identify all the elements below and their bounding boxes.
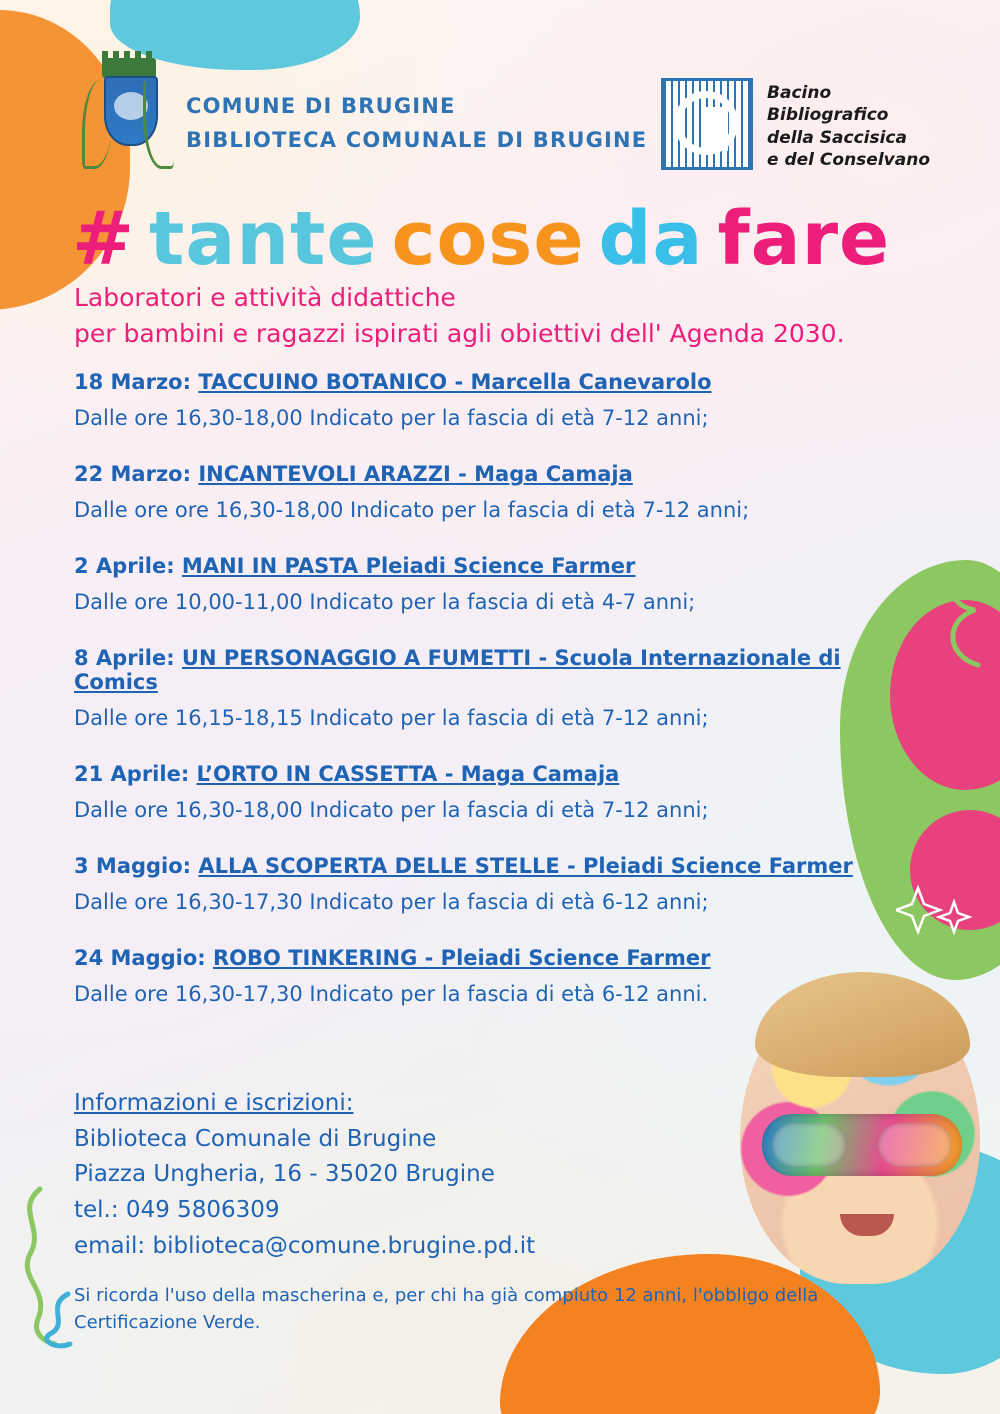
- subtitle-line-2: per bambini e ragazzi ispirati agli obiettivi dell' Agenda 2030.: [74, 318, 845, 348]
- contact-address: Piazza Ungheria, 16 - 35020 Brugine: [74, 1161, 495, 1188]
- event-date: 8 Aprile:: [74, 646, 182, 670]
- event-name: ROBO TINKERING - Pleiadi Science Farmer: [213, 946, 711, 970]
- event-date: 22 Marzo:: [74, 462, 199, 486]
- title-word-cose: cose: [391, 196, 585, 282]
- partner-line-3: della Saccisica: [767, 127, 907, 148]
- event-details: Dalle ore 16,30-18,00 Indicato per la fascia di età 7-12 anni;: [74, 798, 709, 822]
- events-list: [74, 370, 914, 1038]
- event-item: [74, 462, 914, 522]
- subtitle: [74, 280, 934, 351]
- partner-line-4: e del Conselvano: [767, 150, 930, 171]
- event-details: Dalle ore ore 16,30-18,00 Indicato per la fascia di età 7-12 anni;: [74, 498, 750, 522]
- contact-library: Biblioteca Comunale di Brugine: [74, 1125, 437, 1152]
- event-name: INCANTEVOLI ARAZZI - Maga Camaja: [198, 462, 633, 486]
- contact-phone: tel.: 049 5806309: [74, 1196, 280, 1223]
- subtitle-line-1: Laboratori e attività didattiche: [74, 283, 456, 312]
- bacino-mark-icon: [661, 78, 753, 170]
- event-date: 3 Maggio:: [74, 854, 199, 878]
- event-date: 24 Maggio:: [74, 946, 214, 970]
- event-details: Dalle ore 16,30-17,30 Indicato per la fascia di età 6-12 anni.: [74, 982, 709, 1006]
- event-item: [74, 854, 914, 914]
- event-item: [74, 554, 914, 614]
- event-item: [74, 370, 914, 430]
- title-word-da: da: [598, 196, 704, 282]
- event-name: UN PERSONAGGIO A FUMETTI - Scuola Internazionale di Comics: [74, 646, 841, 694]
- event-name: TACCUINO BOTANICO - Marcella Canevarolo: [198, 370, 712, 394]
- contact-info: [74, 1086, 535, 1264]
- event-item: [74, 946, 914, 1006]
- comune-crest-icon: [78, 54, 178, 179]
- org-line-biblioteca: BIBLIOTECA COMUNALE DI BRUGINE: [186, 127, 648, 152]
- event-name: L’ORTO IN CASSETTA - Maga Camaja: [196, 762, 620, 786]
- partner-line-2: Bibliografico: [767, 105, 889, 126]
- partner-line-1: Bacino: [767, 83, 832, 103]
- event-date: 2 Aprile:: [74, 554, 182, 578]
- event-date: 18 Marzo:: [74, 370, 199, 394]
- event-date: 21 Aprile:: [74, 762, 197, 786]
- covid-note: Si ricorda l'uso della mascherina e, per chi ha già compiuto 12 anni, l'obbligo della Certificazione Verde.: [74, 1285, 819, 1333]
- contact-heading: Informazioni e iscrizioni:: [74, 1090, 354, 1116]
- title-word-tante: tante: [149, 196, 378, 282]
- event-details: Dalle ore 16,30-18,00 Indicato per la fascia di età 7-12 anni;: [74, 406, 709, 430]
- partner-name: [767, 78, 930, 172]
- event-item: [74, 762, 914, 822]
- event-details: Dalle ore 10,00-11,00 Indicato per la fascia di età 4-7 anni;: [74, 590, 696, 614]
- event-item: [74, 646, 914, 730]
- decorative-squiggle-green-right: [920, 560, 990, 680]
- header: [0, 52, 1000, 172]
- organization-names: [186, 90, 647, 157]
- title-hash: #: [72, 196, 136, 282]
- contact-email[interactable]: email: biblioteca@comune.brugine.pd.it: [74, 1232, 536, 1259]
- org-line-comune: COMUNE DI BRUGINE: [186, 94, 456, 118]
- event-name: ALLA SCOPERTA DELLE STELLE - Pleiadi Science Farmer: [198, 854, 853, 878]
- event-details: Dalle ore 16,15-18,15 Indicato per la fascia di età 7-12 anni;: [74, 706, 709, 730]
- partner-logo: [661, 78, 930, 172]
- event-details: Dalle ore 16,30-17,30 Indicato per la fascia di età 6-12 anni;: [74, 890, 709, 914]
- page-title: [72, 196, 904, 282]
- title-word-fare: fare: [717, 196, 891, 282]
- event-name: MANI IN PASTA Pleiadi Science Farmer: [181, 554, 636, 578]
